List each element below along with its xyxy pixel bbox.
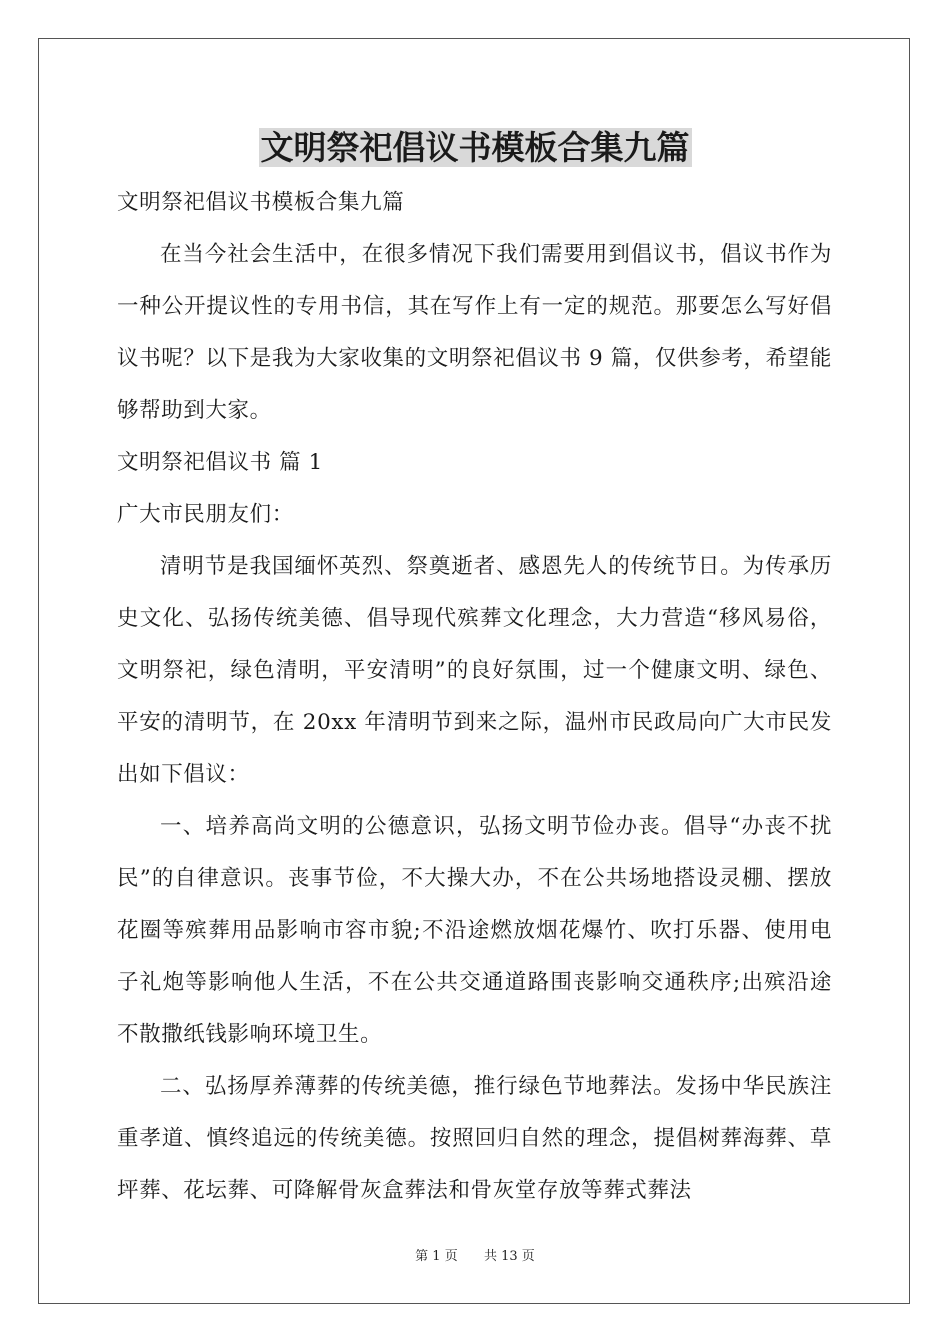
document-title [0, 126, 950, 170]
paragraph: 清明节是我国缅怀英烈、祭奠逝者、感恩先人的传统节日。为传承历史文化、弘扬传统美德、倡导现代殡葬文化理念，大力营造“移风易俗，文明祭祀，绿色清明，平安清明”的良好氛围，过一个健康文明、绿色、平安的清明节，在 20xx 年清明节到来之际，温州市民政局向广大市民发出如下倡议： [117, 554, 832, 787]
salutation: 广大市民朋友们： [117, 502, 294, 527]
paragraph: 文明祭祀倡议书模板合集九篇 [117, 190, 405, 215]
document-title-text: 文明祭祀倡议书模板合集九篇 [260, 128, 690, 167]
paragraph: 二、弘扬厚养薄葬的传统美德，推行绿色节地葬法。发扬中华民族注重孝道、慎终追远的传统美德。按照回归自然的理念，提倡树葬海葬、草坪葬、花坛葬、可降解骨灰盒葬法和骨灰堂存放等葬式葬法 [117, 1074, 832, 1203]
paragraph: 在当今社会生活中，在很多情况下我们需要用到倡议书，倡议书作为一种公开提议性的专用书信，其在写作上有一定的规范。那要怎么写好倡议书呢？以下是我为大家收集的文明祭祀倡议书 9 篇，仅供参考，希望能够帮助到大家。 [117, 242, 832, 423]
page-footer [0, 1248, 950, 1266]
paragraph: 一、培养高尚文明的公德意识，弘扬文明节俭办丧。倡导“办丧不扰民”的自律意识。丧事节俭，不大操大办，不在公共场地搭设灵棚、摆放花圈等殡葬用品影响市容市貌;不沿途燃放烟花爆竹、吹打乐器、使用电子礼炮等影响他人生活，不在公共交通道路围丧影响交通秩序;出殡沿途不散撒纸钱影响环境卫生。 [117, 814, 832, 1047]
page-number: 第 1 页 [415, 1249, 458, 1264]
page-total: 共 13 页 [484, 1249, 535, 1264]
document-body [117, 177, 832, 1217]
section-heading: 文明祭祀倡议书 篇 1 [117, 450, 323, 475]
